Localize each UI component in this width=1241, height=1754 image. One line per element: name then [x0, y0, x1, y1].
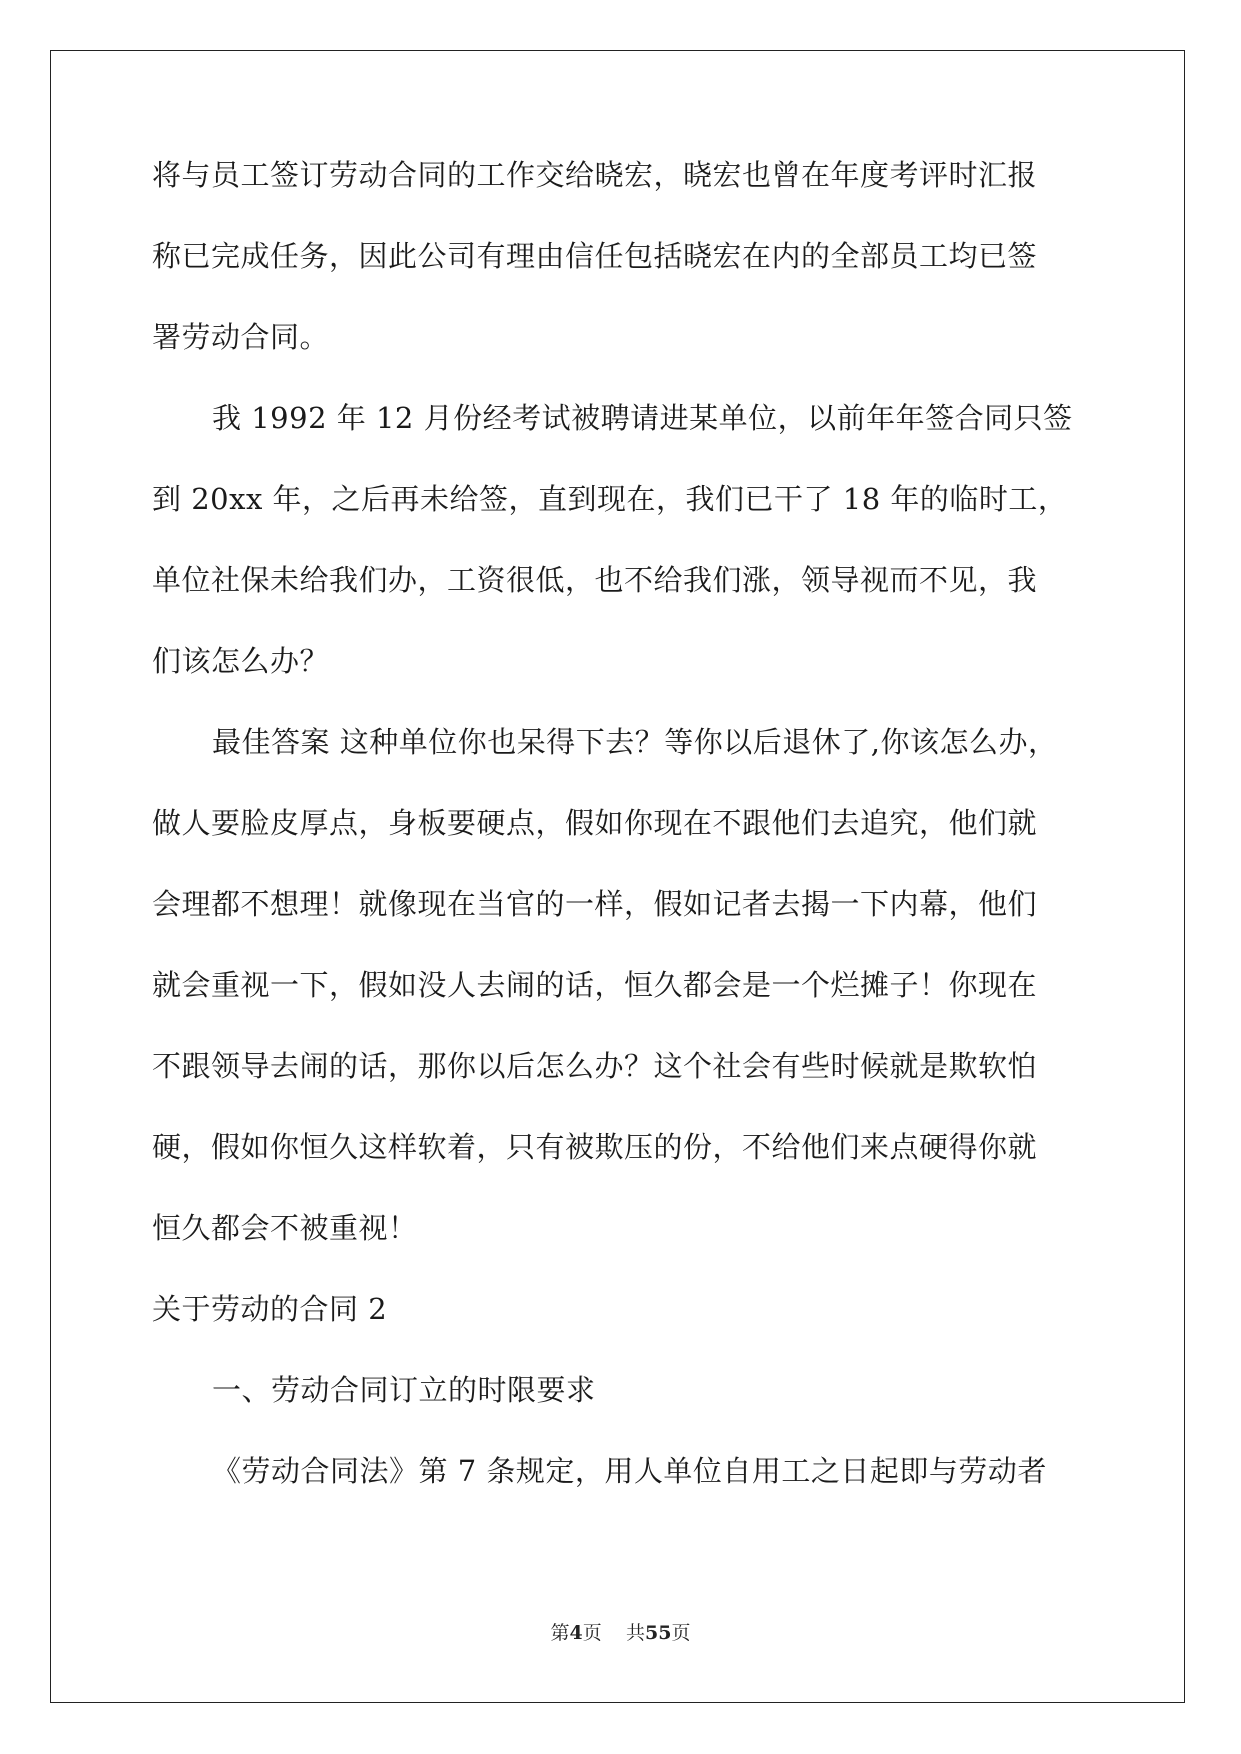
- paragraph-start-line: 《劳动合同法》第 7 条规定，用人单位自用工之日起即与劳动者: [212, 1454, 1047, 1488]
- footer-page-number: 4: [569, 1622, 583, 1644]
- text-line: 们该怎么办？: [152, 644, 330, 678]
- text-line: 硬，假如你恒久这样软着，只有被欺压的份，不给他们来点硬得你就: [152, 1130, 1038, 1164]
- text-line: 恒久都会不被重视！: [152, 1211, 418, 1245]
- text-line: 称已完成任务，因此公司有理由信任包括晓宏在内的全部员工均已签: [152, 239, 1038, 273]
- footer-total-suffix: 页: [671, 1622, 691, 1644]
- text-line: 单位社保未给我们办，工资很低，也不给我们涨，领导视而不见，我: [152, 563, 1038, 597]
- page-footer: [0, 1618, 1241, 1645]
- footer-total-pages: 55: [644, 1622, 672, 1644]
- text-line: 不跟领导去闹的话，那你以后怎么办？这个社会有些时候就是欺软怕: [152, 1049, 1038, 1083]
- section-heading: 关于劳动的合同 2: [152, 1292, 388, 1326]
- text-line: 就会重视一下，假如没人去闹的话，恒久都会是一个烂摊子！你现在: [152, 968, 1038, 1002]
- text-line: 做人要脸皮厚点，身板要硬点，假如你现在不跟他们去追究，他们就: [152, 806, 1038, 840]
- text-line: 到 20xx 年，之后再未给签，直到现在，我们已干了 18 年的临时工，: [152, 482, 1068, 516]
- text-line: 将与员工签订劳动合同的工作交给晓宏，晓宏也曾在年度考评时汇报: [152, 158, 1038, 192]
- text-line: 署劳动合同。: [152, 320, 330, 354]
- footer-page-suffix: 页: [582, 1622, 602, 1644]
- text-line: 会理都不想理！就像现在当官的一样，假如记者去揭一下内幕，他们: [152, 887, 1038, 921]
- paragraph-start-line: 我 1992 年 12 月份经考试被聘请进某单位，以前年年签合同只签: [212, 401, 1073, 435]
- footer-total-prefix: 共: [625, 1622, 645, 1644]
- paragraph-start-line: 最佳答案 这种单位你也呆得下去？等你以后退休了,你该怎么办，: [212, 725, 1058, 759]
- document-body: [152, 160, 1092, 1537]
- subsection-heading: 一、劳动合同订立的时限要求: [212, 1373, 596, 1407]
- footer-page-prefix: 第: [550, 1622, 570, 1644]
